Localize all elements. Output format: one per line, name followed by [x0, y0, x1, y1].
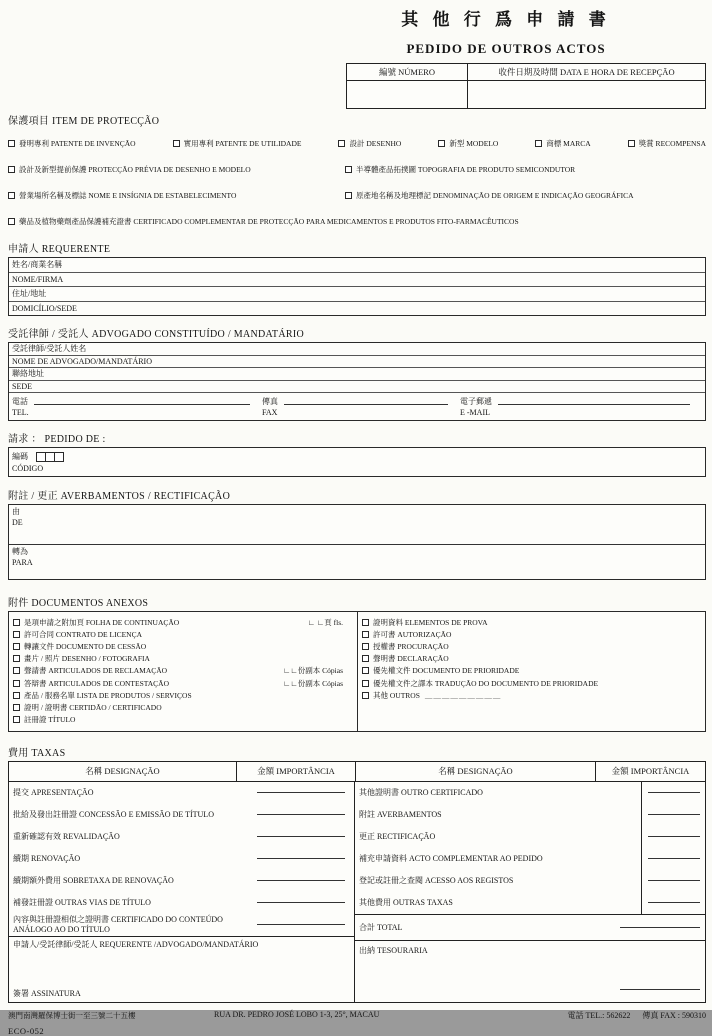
fax-field[interactable]: [284, 396, 448, 405]
signature-label: 簽署 ASSINATURA: [13, 988, 81, 998]
fee-row: [355, 848, 705, 870]
fee-designation: 重新確認有效 REVALIDAÇÃO: [13, 831, 120, 841]
checkbox[interactable]: [13, 619, 20, 626]
to-label-pt: PARA: [12, 557, 33, 567]
from-label-pt: DE: [12, 517, 23, 527]
option-note: ∟∟份副本 Cópias: [283, 666, 343, 676]
checkbox[interactable]: [13, 680, 20, 687]
fee-row: [355, 826, 705, 848]
field-agent-name-zh[interactable]: 受託律師/受託人姓名: [9, 343, 705, 356]
form-title-zh: 其 他 行 爲 申 請 書: [401, 10, 611, 29]
fee-row: [355, 870, 705, 892]
annex-option: [13, 701, 353, 713]
checkbox[interactable]: [13, 643, 20, 650]
option-label: 聲明書 DECLARAÇÃO: [373, 654, 449, 664]
email-label-zh: 電子郵遞: [460, 397, 492, 406]
checkbox[interactable]: [362, 643, 369, 650]
fee-amount-cell: [641, 870, 705, 892]
option-label: 商標 MARCA: [546, 139, 591, 148]
fee-designation: 續期 RENOVAÇÃO: [13, 853, 81, 863]
fee-amount-field[interactable]: [257, 814, 345, 815]
option-label: 發明專利 PATENTE DE INVENÇÃO: [19, 139, 136, 148]
total-label: 合計 TOTAL: [359, 922, 403, 932]
checkbox[interactable]: [362, 619, 369, 626]
option-label: 許可合同 CONTRATO DE LICENÇA: [24, 629, 142, 639]
field-address-zh[interactable]: 住址/地址: [9, 287, 705, 302]
fee-row: [9, 892, 354, 914]
fee-row: [9, 826, 354, 848]
fax-label-pt: FAX: [262, 408, 278, 417]
protection-row-4: [8, 216, 706, 227]
option-label: 新型 MODELO: [449, 139, 499, 148]
reception-datetime-cell[interactable]: [467, 81, 705, 108]
option-label: 證明資料 ELEMENTOS DE PROVA: [373, 617, 488, 627]
fee-amount-cell: [641, 782, 705, 804]
section-heading-requerente: 申請人 REQUERENTE: [8, 244, 111, 255]
option-label: 畫片 / 照片 DESENHO / FOTOGRAFIA: [24, 654, 150, 664]
tel-label-pt: TEL.: [12, 408, 29, 417]
advogado-box: [8, 342, 706, 421]
taxas-header: [9, 762, 705, 782]
signature-area[interactable]: [9, 952, 354, 986]
checkbox[interactable]: [8, 192, 15, 199]
option-label: 營業場所名稱及標誌 NOME E INSÍGNIA DE ESTABELECIMENTO: [19, 191, 237, 200]
annex-option: [13, 628, 353, 640]
checkbox[interactable]: [362, 655, 369, 662]
checkbox[interactable]: [13, 704, 20, 711]
fee-amount-field[interactable]: [648, 836, 700, 837]
section-heading-taxas: 費用 TAXAS: [8, 747, 66, 759]
fee-row: [355, 782, 705, 804]
fee-row: [9, 782, 354, 804]
fee-row: [355, 892, 705, 914]
tesouraria-label: 出納 TESOURARIA: [359, 945, 428, 955]
fee-designation: 補發註冊證 OUTRAS VIAS DE TÍTULO: [13, 897, 151, 907]
checkbox[interactable]: [13, 631, 20, 638]
checkbox[interactable]: [362, 667, 369, 674]
reception-number-header: 編號 NÚMERO: [379, 67, 435, 77]
option-label: 其他 OUTROS: [373, 690, 420, 700]
fee-row: [9, 804, 354, 826]
reception-number-cell[interactable]: [347, 81, 467, 108]
annex-option: [13, 677, 353, 689]
fee-designation: 其他費用 OUTRAS TAXAS: [359, 897, 453, 907]
option-label: 優先權文件 DOCUMENTO DE PRIORIDADE: [373, 666, 520, 676]
checkbox[interactable]: [535, 140, 542, 147]
checkbox[interactable]: [173, 140, 180, 147]
fee-amount-field[interactable]: [648, 902, 700, 903]
checkbox[interactable]: [13, 692, 20, 699]
section-heading-proteccao: 保護項目 ITEM DE PROTECÇÃO: [8, 116, 160, 127]
reception-table: [346, 63, 706, 109]
section-heading-advogado: 受託律師 / 受託人 ADVOGADO CONSTITUÍDO / MANDATÁRIO: [8, 329, 304, 340]
fee-designation: 其他證明書 OUTRO CERTIFICADO: [359, 787, 483, 797]
checkbox[interactable]: [8, 140, 15, 147]
code-label-zh: 編碼: [12, 452, 28, 461]
annex-option: [13, 714, 353, 726]
checkbox[interactable]: [362, 692, 369, 699]
fee-designation: 提交 APRESENTAÇÃO: [13, 787, 94, 797]
fee-amount-field[interactable]: [648, 858, 700, 859]
section-heading-pedido: 請求 ： PEDIDO DE :: [8, 434, 106, 445]
checkbox[interactable]: [345, 192, 352, 199]
form-title-pt: PEDIDO DE OUTROS ACTOS: [406, 41, 606, 56]
option-label: 藥品及植物藥劑產品保護補充證書 CERTIFICADO COMPLEMENTAR DE PROTECÇÃO PARA MEDICAMENTOS E PRODUTOS FITO-FARMACÊUTICOS: [19, 217, 519, 226]
taxas-left-rows: [9, 782, 354, 936]
option-label: 半導體產品拓撲圖 TOPOGRAFIA DE PRODUTO SEMICONDUTOR: [356, 165, 576, 174]
field-agent-address-zh[interactable]: 聯絡地址: [9, 368, 705, 381]
fee-amount-cell: [641, 848, 705, 870]
protection-option: [345, 190, 706, 201]
checkbox[interactable]: [8, 218, 15, 225]
taxas-left-half: [9, 782, 355, 1002]
option-note: ∟ ∟頁 fls.: [307, 617, 343, 627]
protection-option: [345, 164, 706, 175]
fee-row: [9, 914, 354, 936]
fee-row: [9, 870, 354, 892]
footer-address-pt: RUA DR. PEDRO JOSÉ LOBO 1-3, 25°, MACAU: [214, 1009, 380, 1019]
option-note: ∟∟份副本 Cópias: [283, 678, 343, 688]
averbamentos-box: [8, 504, 706, 580]
annex-option: [362, 653, 701, 665]
fee-designation: 補充申請資料 ACTO COMPLEMENTAR AO PEDIDO: [359, 853, 543, 863]
fee-row: [355, 804, 705, 826]
total-amount-field[interactable]: [620, 927, 700, 928]
tesouraria-field[interactable]: [620, 989, 700, 990]
checkbox[interactable]: [345, 166, 352, 173]
taxas-table: [8, 761, 706, 1003]
tel-cell: [12, 396, 262, 417]
email-cell: [460, 396, 702, 417]
field-name-pt[interactable]: NOME/FIRMA: [9, 273, 705, 288]
form-code: ECO-052: [8, 1025, 45, 1036]
field-agent-name-pt[interactable]: NOME DE ADVOGADO/MANDATÁRIO: [9, 356, 705, 369]
checkbox[interactable]: [13, 655, 20, 662]
fee-amount-cell: [641, 804, 705, 826]
to-label-zh: 轉為: [12, 547, 28, 556]
code-box-3[interactable]: [54, 452, 64, 462]
col-importancia-left: 金額 IMPORTÂNCIA: [236, 762, 355, 781]
protection-row-2: [8, 164, 706, 175]
option-label: 註冊證 TÍTULO: [24, 715, 76, 725]
protection-option: [173, 138, 302, 149]
annex-option: [13, 689, 353, 701]
field-agent-address-pt[interactable]: SEDE: [9, 381, 705, 394]
fee-designation: 批給及發出註冊證 CONCESSÃO E EMISSÃO DE TÍTULO: [13, 809, 214, 819]
anexos-right-column: [357, 612, 705, 731]
anexos-box: [8, 611, 706, 732]
requerente-box: [8, 257, 706, 316]
option-label: 是項申請之附加頁 FOLHA DE CONTINUAÇÃO: [24, 617, 180, 627]
annex-option: [362, 628, 701, 640]
option-note: ＿＿＿＿＿＿＿＿＿: [424, 690, 502, 700]
fee-amount-field[interactable]: [648, 792, 700, 793]
from-label-zh: 由: [12, 507, 20, 516]
field-name-zh[interactable]: 姓名/商業名稱: [9, 258, 705, 273]
col-importancia-right: 金額 IMPORTÂNCIA: [595, 762, 705, 781]
footer: [8, 1010, 706, 1036]
option-label: 設計及新型提前保護 PROTECÇÃO PRÉVIA DE DESENHO E MODELO: [19, 165, 251, 174]
field-from[interactable]: [9, 505, 705, 545]
signature-party-label: 申請人/受託律師/受託人 REQUERENTE /ADVOGADO/MANDATÁRIO: [13, 939, 259, 949]
tel-field[interactable]: [34, 396, 250, 405]
fee-amount-field[interactable]: [257, 880, 345, 881]
option-label: 轉讓文件 DOCUMENTO DE CESSÃO: [24, 641, 147, 651]
fee-designation: 登記或註冊之查閱 ACESSO AOS REGISTOS: [359, 875, 514, 885]
section-heading-averbamentos: 附註 / 更正 AVERBAMENTOS / RECTIFICAÇÃO: [8, 491, 231, 502]
reception-datetime-header: 收件日期及時間 DATA E HORA DE RECEPÇÃO: [467, 64, 705, 80]
fee-amount-field[interactable]: [257, 924, 345, 925]
checkbox[interactable]: [628, 140, 635, 147]
protection-row-1: [8, 138, 706, 149]
pedido-box: [8, 447, 706, 477]
section-heading-anexos: 附件 DOCUMENTOS ANEXOS: [8, 598, 149, 609]
email-field[interactable]: [498, 396, 690, 405]
option-label: 獎賞 RECOMPENSA: [638, 139, 706, 148]
checkbox[interactable]: [438, 140, 445, 147]
annex-option: [13, 653, 353, 665]
fee-amount-field[interactable]: [257, 836, 345, 837]
code-label-pt: CÓDIGO: [12, 464, 44, 473]
tesouraria-block: [355, 941, 705, 1002]
fee-row: [9, 848, 354, 870]
option-label: 授權書 PROCURAÇÃO: [373, 641, 449, 651]
taxas-right-half: [355, 782, 705, 1002]
fee-amount-cell: [641, 892, 705, 914]
field-to[interactable]: [9, 545, 705, 579]
taxas-right-rows: [355, 782, 705, 914]
annex-option: [13, 616, 353, 628]
footer-tel: 電話 TEL.: 562622: [567, 1010, 631, 1020]
checkbox[interactable]: [13, 667, 20, 674]
col-designacao-left: 名稱 DESIGNAÇÃO: [85, 765, 160, 776]
checkbox[interactable]: [338, 140, 345, 147]
checkbox[interactable]: [362, 631, 369, 638]
tel-label-zh: 電話: [12, 397, 28, 406]
fax-cell: [262, 396, 460, 417]
option-label: 產品 / 服務名單 LISTA DE PRODUTOS / SERVIÇOS: [24, 690, 192, 700]
annex-option: [362, 665, 701, 677]
annex-option: [362, 677, 701, 689]
option-label: 實用專利 PATENTE DE UTILIDADE: [183, 139, 302, 148]
option-label: 原產地名稱及地理標記 DENOMINAÇÃO DE ORIGEM E INDICAÇÃO GEOGRÁFICA: [356, 191, 634, 200]
checkbox[interactable]: [8, 166, 15, 173]
protection-option: [8, 138, 136, 149]
col-designacao-right: 名稱 DESIGNAÇÃO: [355, 762, 595, 781]
footer-fax: 傳真 FAX : 590310: [642, 1010, 706, 1020]
protection-option: [8, 190, 345, 201]
protection-option: [438, 138, 498, 149]
protection-option: [628, 138, 706, 149]
protection-row-3: [8, 190, 706, 201]
protection-option: [535, 138, 590, 149]
fee-amount-field[interactable]: [648, 880, 700, 881]
checkbox[interactable]: [362, 680, 369, 687]
protection-option: [8, 164, 345, 175]
fee-designation: 附註 AVERBAMENTOS: [359, 809, 442, 819]
field-address-pt[interactable]: DOMICÍLIO/SEDE: [12, 303, 77, 313]
fee-designation: 續期額外費用 SOBRETAXA DE RENOVAÇÃO: [13, 875, 174, 885]
option-label: 聲請書 ARTICULADOS DE RECLAMAÇÃO: [24, 666, 168, 676]
fee-amount-field[interactable]: [257, 792, 345, 793]
annex-option: [13, 640, 353, 652]
fee-amount-cell: [641, 826, 705, 848]
footer-address-zh: 澳門南灣羅保博士街一至三號二十五樓: [8, 1010, 136, 1020]
annex-option: [362, 640, 701, 652]
total-row: [355, 915, 705, 940]
fee-designation: 更正 RECTIFICAÇÃO: [359, 831, 436, 841]
protection-option: [8, 216, 706, 227]
annex-option: [362, 689, 701, 701]
option-label: 答辯書 ARTICULADOS DE CONTESTAÇÃO: [24, 678, 169, 688]
fax-label-zh: 傳真: [262, 397, 278, 406]
email-label-pt: E -MAIL: [460, 408, 490, 417]
option-label: 許可書 AUTORIZAÇÃO: [373, 629, 452, 639]
fee-designation: 內容與註冊證相似之證明書 CERTIFICADO DO CONTEÚDO ANÁLOGO AO DO TÍTULO: [13, 914, 223, 934]
option-label: 優先權文件之譯本 TRADUÇÃO DO DOCUMENTO DE PRIORIDADE: [373, 678, 599, 688]
annex-option: [362, 616, 701, 628]
contact-row: [9, 393, 705, 420]
anexos-left-column: [9, 612, 357, 731]
checkbox[interactable]: [13, 716, 20, 723]
protection-option: [338, 138, 401, 149]
option-label: 證明 / 證明書 CERTIDÃO / CERTIFICADO: [24, 702, 162, 712]
option-label: 設計 DESENHO: [349, 139, 402, 148]
fee-amount-field[interactable]: [257, 902, 345, 903]
fee-amount-field[interactable]: [257, 858, 345, 859]
annex-option: [13, 665, 353, 677]
form-content: [8, 112, 706, 1036]
fee-amount-field[interactable]: [648, 814, 700, 815]
